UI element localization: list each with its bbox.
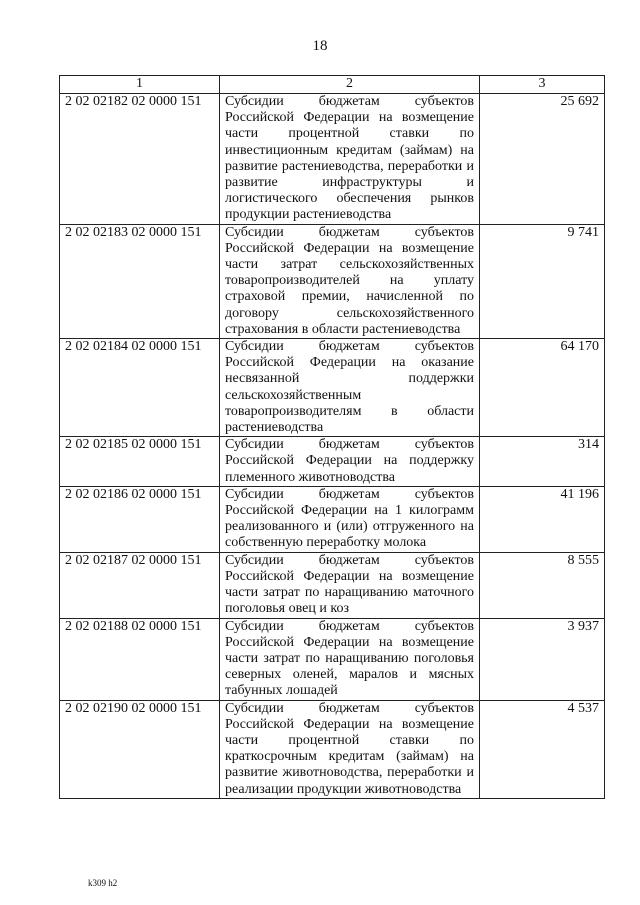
budget-code: 2 02 02190 02 0000 151 bbox=[60, 700, 220, 798]
page-number: 18 bbox=[312, 38, 328, 54]
budget-description: Субсидии бюджетам субъектов Российской Федерации на возмещение части затрат сельскохозяйственных товаропроизводителей на уплату страховой премии, начисленной по договору сельскохозяйственного страхования в области растениеводства bbox=[220, 224, 480, 338]
budget-amount: 41 196 bbox=[480, 486, 605, 552]
budget-code: 2 02 02187 02 0000 151 bbox=[60, 552, 220, 618]
table-row bbox=[60, 618, 605, 700]
budget-description: Субсидии бюджетам субъектов Российской Федерации на оказание несвязанной поддержки сельскохозяйственным товаропроизводителям в области растениеводства bbox=[220, 339, 480, 437]
column-header-3: 3 bbox=[480, 76, 605, 94]
budget-code: 2 02 02186 02 0000 151 bbox=[60, 486, 220, 552]
column-header-2: 2 bbox=[220, 76, 480, 94]
budget-amount: 25 692 bbox=[480, 94, 605, 225]
column-header-1: 1 bbox=[60, 76, 220, 94]
budget-amount: 3 937 bbox=[480, 618, 605, 700]
budget-amount: 64 170 bbox=[480, 339, 605, 437]
budget-amount: 8 555 bbox=[480, 552, 605, 618]
budget-description: Субсидии бюджетам субъектов Российской Федерации на возмещение части затрат по наращиванию маточного поголовья овец и коз bbox=[220, 552, 480, 618]
budget-code: 2 02 02188 02 0000 151 bbox=[60, 618, 220, 700]
budget-description: Субсидии бюджетам субъектов Российской Федерации на 1 килограмм реализованного и (или) отгруженного на собственную переработку молока bbox=[220, 486, 480, 552]
budget-description: Субсидии бюджетам субъектов Российской Федерации на поддержку племенного животноводства bbox=[220, 437, 480, 487]
budget-amount: 9 741 bbox=[480, 224, 605, 338]
document-footer-code: k309 h2 bbox=[88, 878, 118, 888]
budget-description: Субсидии бюджетам субъектов Российской Федерации на возмещение части процентной ставки по краткосрочным кредитам (займам) на развитие животноводства, переработки и реализации продукции животноводства bbox=[220, 700, 480, 798]
table-row bbox=[60, 437, 605, 487]
budget-amount: 4 537 bbox=[480, 700, 605, 798]
table-row bbox=[60, 486, 605, 552]
table-row bbox=[60, 224, 605, 338]
table-row bbox=[60, 700, 605, 798]
budget-description: Субсидии бюджетам субъектов Российской Федерации на возмещение части процентной ставки по инвестиционным кредитам (займам) на развитие растениеводства, переработки и развитие инфраструктуры и логистического обеспечения рынков продукции растениеводства bbox=[220, 94, 480, 225]
budget-description: Субсидии бюджетам субъектов Российской Федерации на возмещение части затрат по наращиванию поголовья северных оленей, маралов и мясных табунных лошадей bbox=[220, 618, 480, 700]
table-header-row bbox=[60, 76, 605, 94]
table-row bbox=[60, 94, 605, 225]
table-row bbox=[60, 339, 605, 437]
budget-code: 2 02 02185 02 0000 151 bbox=[60, 437, 220, 487]
budget-amount: 314 bbox=[480, 437, 605, 487]
budget-table bbox=[59, 75, 605, 799]
budget-code: 2 02 02182 02 0000 151 bbox=[60, 94, 220, 225]
table-row bbox=[60, 552, 605, 618]
budget-code: 2 02 02183 02 0000 151 bbox=[60, 224, 220, 338]
budget-code: 2 02 02184 02 0000 151 bbox=[60, 339, 220, 437]
